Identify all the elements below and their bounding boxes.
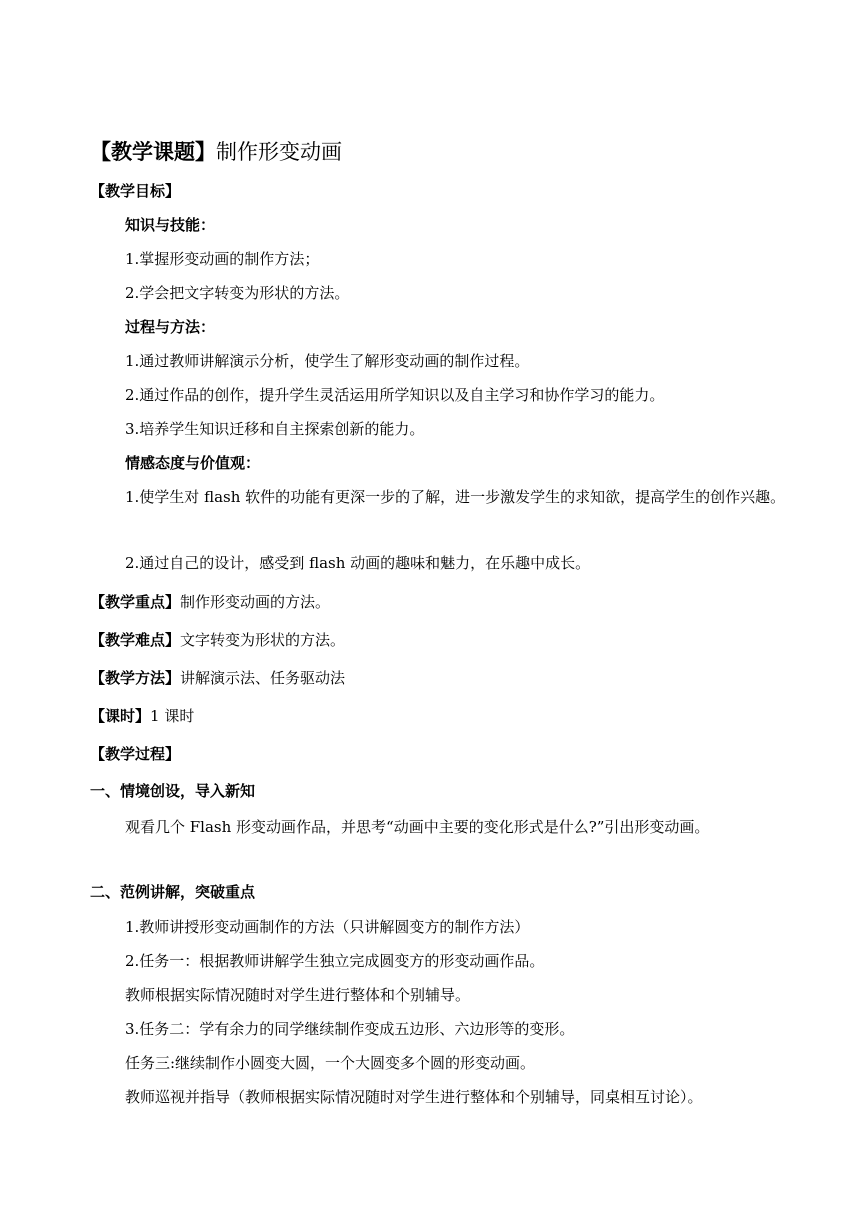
teaching-method-label: 【教学方法】 <box>90 669 181 687</box>
knowledge-item-2: 2.学会把文字转变为形状的方法。 <box>125 284 350 302</box>
section-2-item-6: 教师巡视并指导（教师根据实际情况随时对学生进行整体和个别辅导，同桌相互讨论）。 <box>125 1088 703 1106</box>
process-method-heading: 过程与方法： <box>125 318 216 336</box>
process-method-item-2: 2.通过作品的创作，提升学生灵活运用所学知识以及自主学习和协作学习的能力。 <box>125 386 665 404</box>
section-2-item-1: 1.教师讲授形变动画制作的方法（只讲解圆变方的制作方法） <box>125 918 530 936</box>
class-hours-text: 1 课时 <box>150 707 195 725</box>
class-hours <box>90 706 790 726</box>
objectives-heading: 【教学目标】 <box>90 182 181 200</box>
section-1-text: 观看几个 Flash 形变动画作品，并思考“动画中主要的变化形式是什么?”引出形变动画。 <box>125 818 710 836</box>
knowledge-item-1: 1.掌握形变动画的制作方法； <box>125 250 320 268</box>
section-2-item-5: 任务三:继续制作小圆变大圆，一个大圆变多个圆的形变动画。 <box>125 1054 536 1072</box>
lesson-title-text: 制作形变动画 <box>216 140 342 164</box>
difficulty-text: 文字转变为形状的方法。 <box>180 631 346 649</box>
section-2-heading: 二、范例讲解，突破重点 <box>90 883 256 901</box>
lesson-title <box>90 139 342 165</box>
section-1-heading: 一、情境创设，导入新知 <box>90 782 256 800</box>
key-point <box>90 592 790 612</box>
process-method-item-1: 1.通过教师讲解演示分析，使学生了解形变动画的制作过程。 <box>125 352 530 370</box>
key-point-label: 【教学重点】 <box>90 593 181 611</box>
emotion-item-1: 1.使学生对 flash 软件的功能有更深一步的了解，进一步激发学生的求知欲，提高学生的创作兴趣。 <box>125 488 786 506</box>
section-2-item-4: 3.任务二：学有余力的同学继续制作变成五边形、六边形等的变形。 <box>125 1020 575 1038</box>
teaching-method <box>90 668 790 688</box>
teaching-method-text: 讲解演示法、任务驱动法 <box>180 669 346 687</box>
knowledge-heading: 知识与技能： <box>125 216 216 234</box>
section-2-item-3: 教师根据实际情况随时对学生进行整体和个别辅导。 <box>125 986 471 1004</box>
process-method-item-3: 3.培养学生知识迁移和自主探索创新的能力。 <box>125 420 425 438</box>
class-hours-label: 【课时】 <box>90 707 151 725</box>
difficulty <box>90 630 790 650</box>
key-point-text: 制作形变动画的方法。 <box>180 593 331 611</box>
teaching-process-heading: 【教学过程】 <box>90 745 181 763</box>
emotion-item-2: 2.通过自己的设计，感受到 flash 动画的趣味和魅力，在乐趣中成长。 <box>125 554 591 572</box>
difficulty-label: 【教学难点】 <box>90 631 181 649</box>
lesson-title-label: 【教学课题】 <box>90 140 216 164</box>
section-2-item-2: 2.任务一：根据教师讲解学生独立完成圆变方的形变动画作品。 <box>125 952 545 970</box>
emotion-heading: 情感态度与价值观： <box>125 454 261 472</box>
